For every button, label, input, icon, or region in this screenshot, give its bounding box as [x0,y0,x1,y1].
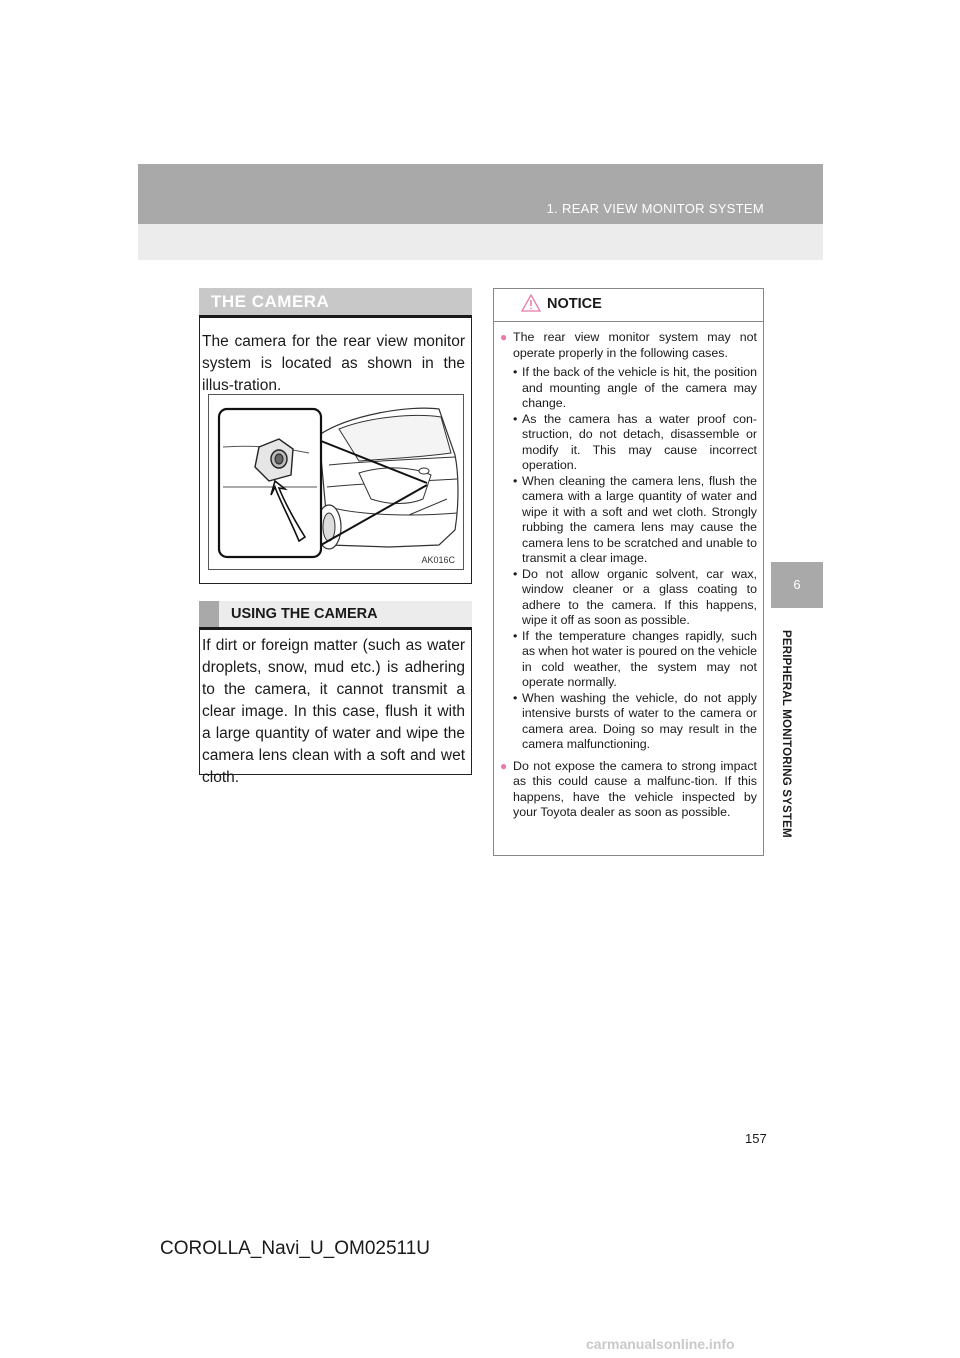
using-section-header [199,601,472,627]
illustration-code: AK016C [421,555,455,565]
notice-sublist [500,365,757,753]
section-marker [199,601,219,627]
watermark: carmanualsonline.info [586,1336,735,1352]
notice-title: NOTICE [547,296,602,312]
bullet-circle-icon: ● [500,330,508,344]
notice-item [500,759,757,821]
chapter-tab-number: 6 [771,562,823,608]
chapter-tab-label [776,630,796,850]
notice-subitem: • As the camera has a water proof con-struction, do not detach, disassemble or modify it. This may cause incorrect operation. [513,411,757,472]
notice-subitem: • When washing the vehicle, do not apply intensive bursts of water to the camera or camera area. Doing so may result in the camera malfunctioning. [513,690,757,751]
page-number: 157 [745,1131,767,1146]
notice-subitem-text: Do not allow organic solvent, car wax, window cleaner or a glass coating to adhere to the camera. If this happens, wipe it off as soon as possible. [522,566,757,627]
using-section-title: USING THE CAMERA [231,606,378,622]
notice-subitem: • Do not allow organic solvent, car wax, window cleaner or a glass coating to adhere to the camera. If this happens, wipe it off as soon as possible. [513,566,757,627]
document-id: COROLLA_Navi_U_OM02511U [160,1238,430,1259]
notice-subitem-text: When washing the vehicle, do not apply intensive bursts of water to the camera or camera area. Doing so may result in the camera malfunctioning. [522,690,757,751]
notice-header [493,288,764,322]
camera-section-title: THE CAMERA [211,292,330,311]
camera-section-header [199,288,472,318]
notice-item-text: The rear view monitor system may not operate properly in the following cases. [513,330,757,360]
chapter-tab-label-text: PERIPHERAL MONITORING SYSTEM [780,630,792,838]
camera-section-text: The camera for the rear view monitor system is located as shown in the illus-tration. [202,333,465,394]
notice-subitem-text: If the back of the vehicle is hit, the position and mounting angle of the camera may change. [522,365,757,410]
notice-subitem-text: When cleaning the camera lens, flush the camera with a large quantity of water and wipe it with a soft and wet cloth. Strongly rubbing the camera lens may cause the camera lens to be scratched and unable to transmit a clear image. [522,473,757,565]
notice-subitem: • If the temperature changes rapidly, such as when hot water is poured on the vehicle in cold weather, the system may not operate normally. [513,628,757,689]
notice-item-text: Do not expose the camera to strong impact as this could cause a malfunc-tion. If this happens, have the vehicle inspected by your Toyota dealer as soon as possible. [513,758,757,819]
notice-subitem: • When cleaning the camera lens, flush the camera with a large quantity of water and wipe it with a soft and wet cloth. Strongly rubbing the camera lens may cause the camera lens to be scratched and unable to transmit a clear image. [513,473,757,565]
notice-body [500,330,757,824]
notice-subitem-text: As the camera has a water proof con-struction, do not detach, disassemble or modify it. This may cause incorrect operation. [522,411,757,472]
bullet-circle-icon: ● [500,758,508,773]
notice-subitem: • If the back of the vehicle is hit, the position and mounting angle of the camera may change. [513,365,757,410]
header-subband [138,224,823,260]
camera-location-illustration [208,394,464,570]
section-title: 1. REAR VIEW MONITOR SYSTEM [546,201,764,216]
warning-triangle-icon [521,294,541,312]
using-section-text: If dirt or foreign matter (such as water droplets, snow, mud etc.) is adhering to the camera, it cannot transmit a clear image. In this case, flush it with a large quantity of water and wipe the camera lens clean with a soft and wet cloth. [202,637,465,786]
notice-subitem-text: If the temperature changes rapidly, such as when hot water is poured on the vehicle in cold weather, the system may not operate normally. [522,628,757,689]
car-rear-illustration [209,395,463,569]
notice-item [500,330,757,361]
